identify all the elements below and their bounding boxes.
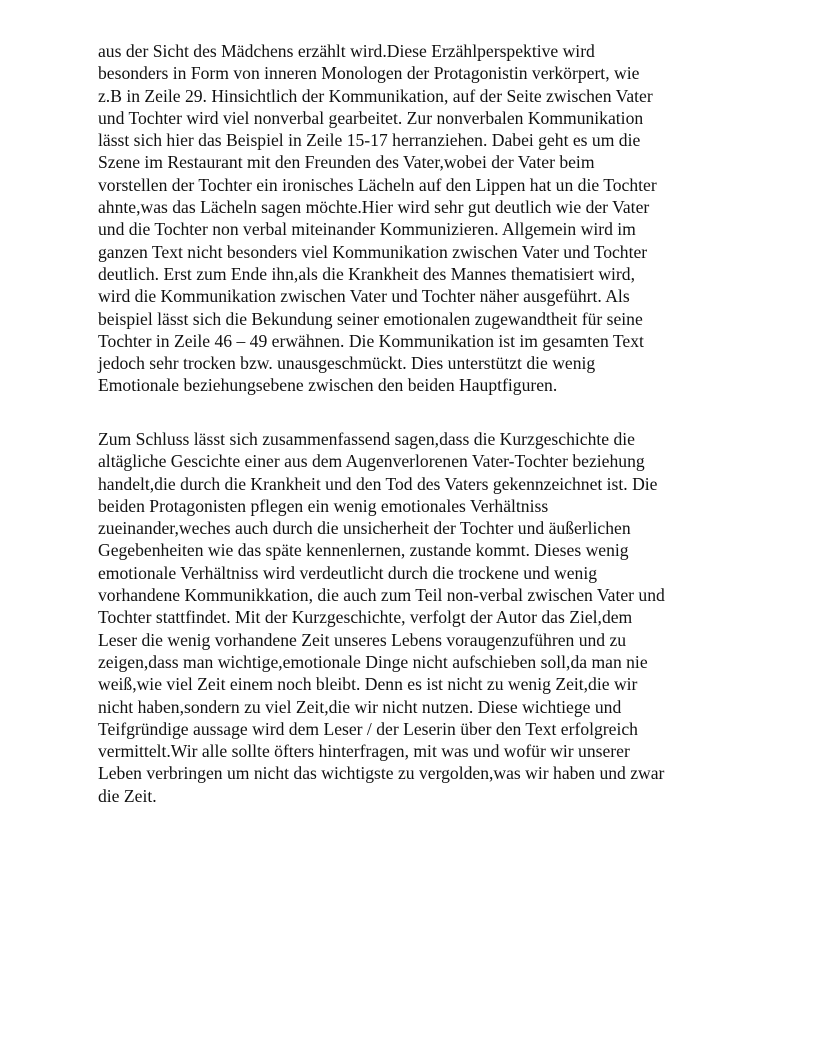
text-line: aus der Sicht des Mädchens erzählt wird.Diese Erzählperspektive wird: [98, 41, 595, 61]
text-line: Teifgründige aussage wird dem Leser / der Leserin über den Text erfolgreich: [98, 718, 638, 739]
text-line: nicht haben,sondern zu viel Zeit,die wir nicht nutzen. Diese wichtiege und: [98, 696, 622, 717]
text-line: die Zeit.: [98, 785, 157, 806]
text-line: besonders in Form von inneren Monologen der Protagonistin verkörpert, wie: [98, 63, 640, 84]
text-line: Gegebenheiten wie das späte kennenlernen, zustande kommt. Dieses wenig: [98, 540, 629, 561]
text-line: lässt sich hier das Beispiel in Zeile 15-17 herranziehen. Dabei geht es um die: [98, 130, 641, 151]
text-line: z.B in Zeile 29. Hinsichtlich der Kommunikation, auf der Seite zwischen Vater: [98, 85, 653, 106]
text-line: wird die Kommunikation zwischen Vater und Tochter näher ausgeführt. Als: [98, 286, 630, 307]
text-line: vermittelt.Wir alle sollte öfters hinterfragen, mit was und wofür wir unserer: [98, 741, 630, 762]
text-line: altägliche Gescichte einer aus dem Augenverlorenen Vater-Tochter beziehung: [98, 451, 645, 472]
text-line: ganzen Text nicht besonders viel Kommunikation zwischen Vater und Tochter: [98, 241, 648, 262]
paragraph-conclusion: [98, 428, 738, 807]
text-line: Zum Schluss lässt sich zusammenfassend sagen,dass die Kurzgeschichte die: [98, 429, 635, 449]
text-line: vorstellen der Tochter ein ironisches Lächeln auf den Lippen hat un die Tochter: [98, 174, 657, 195]
paragraph-analysis: [98, 40, 738, 397]
text-line: Leben verbringen um nicht das wichtigste zu vergolden,was wir haben und zwar: [98, 763, 665, 784]
text-line: beispiel lässt sich die Bekundung seiner emotionalen zugewandtheit für seine: [98, 308, 643, 329]
text-line: ahnte,was das Lächeln sagen möchte.Hier wird sehr gut deutlich wie der Vater: [98, 197, 650, 218]
text-line: Szene im Restaurant mit den Freunden des Vater,wobei der Vater beim: [98, 152, 595, 173]
text-line: Tochter in Zeile 46 – 49 erwähnen. Die Kommunikation ist im gesamten Text: [98, 330, 644, 351]
text-line: handelt,die durch die Krankheit und den Tod des Vaters gekennzeichnet ist. Die: [98, 473, 658, 494]
text-line: jedoch sehr trocken bzw. unausgeschmückt. Dies unterstützt die wenig: [98, 353, 596, 374]
text-line: emotionale Verhältniss wird verdeutlicht durch die trockene und wenig: [98, 562, 597, 583]
text-line: weiß,wie viel Zeit einem noch bleibt. Denn es ist nicht zu wenig Zeit,die wir: [98, 674, 638, 695]
text-line: und Tochter wird viel nonverbal gearbeitet. Zur nonverbalen Kommunikation: [98, 107, 644, 128]
text-line: zeigen,dass man wichtige,emotionale Dinge nicht aufschieben soll,da man nie: [98, 651, 648, 672]
text-line: Tochter stattfindet. Mit der Kurzgeschichte, verfolgt der Autor das Ziel,dem: [98, 607, 633, 628]
text-line: vorhandene Kommunikkation, die auch zum Teil non-verbal zwischen Vater und: [98, 585, 665, 606]
text-line: Emotionale beziehungsebene zwischen den beiden Hauptfiguren.: [98, 375, 558, 396]
text-line: und die Tochter non verbal miteinander Kommunizieren. Allgemein wird im: [98, 219, 636, 240]
text-line: beiden Protagonisten pflegen ein wenig emotionales Verhältniss: [98, 495, 549, 516]
text-line: deutlich. Erst zum Ende ihn,als die Krankheit des Mannes thematisiert wird,: [98, 263, 635, 284]
text-line: zueinander,weches auch durch die unsicherheit der Tochter und äußerlichen: [98, 518, 631, 539]
text-line: Leser die wenig vorhandene Zeit unseres Lebens voraugenzuführen und zu: [98, 629, 627, 650]
